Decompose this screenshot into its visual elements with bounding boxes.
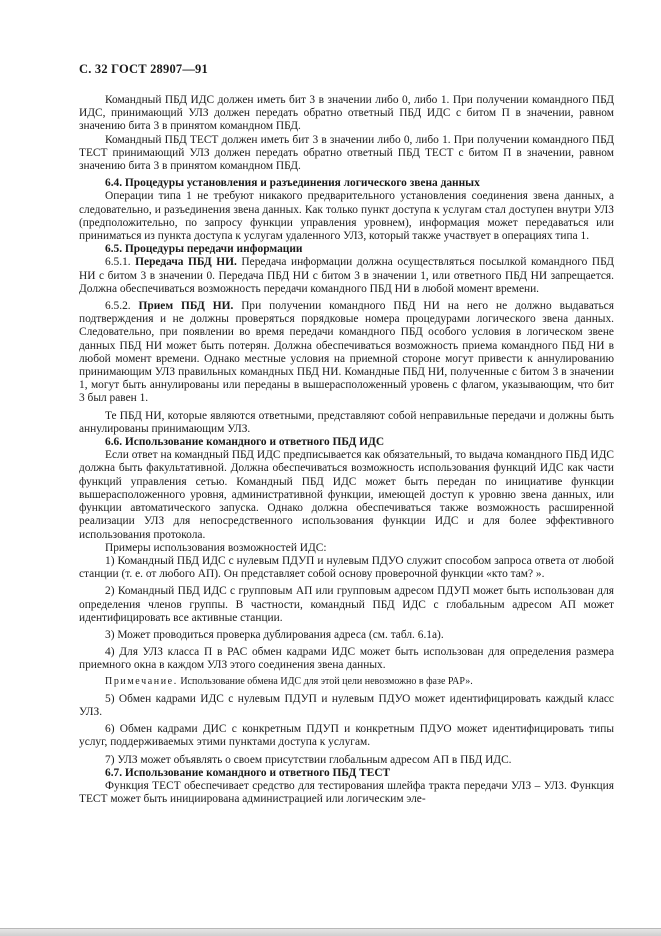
list-item: 3) Может проводиться проверка дублирования адреса (см. табл. 6.1а). (105, 628, 444, 641)
paragraph: Примеры использования возможностей ИДС: (105, 541, 327, 554)
section-heading-6-5: 6.5. Процедуры передачи информации (105, 243, 303, 256)
paragraph: Операции типа 1 не требуют никакого предварительного установления соединения звена данных, а следовательно, и разъединения звена данных. Как только пункт доступа к услугам стал доступен внутри УЛЗ (предположительно, по запросу функции управления уровнем), информация может передаваться или приниматься из пункта доступа к услугам удаленного УЛЗ, который также участвует в операциях типа 1. (79, 190, 614, 243)
clause-title: Прием ПБД НИ. (138, 300, 234, 313)
section-heading-6-4: 6.4. Процедуры установления и разъединения логического звена данных (105, 177, 480, 190)
clause-text: Передача информации должна осуществляться посылкой командного ПБД НИ с битом 3 в значении 0. Передача ПБД НИ с битом 3 в значении 1, или ответного ПБД НИ запрещается. Должна обеспечиваться возможность передачи командного ПБД НИ в любой момент времени. (79, 256, 614, 295)
list-item: 6) Обмен кадрами ДИС с конкретным ПДУП и конкретным ПДУО может идентифицировать типы услуг, поддерживаемых этими пунктами доступа к услугам. (79, 723, 614, 749)
note-label: Примечание. (105, 675, 178, 687)
note-text: Использование обмена ИДС для этой цели невозможно в фазе РАР». (180, 675, 473, 687)
paragraph: Те ПБД НИ, которые являются ответными, представляют собой неправильные передачи и должны быть аннулированы принимающим УЛЗ. (79, 409, 614, 435)
section-heading-6-7: 6.7. Использование командного и ответного ПБД ТЕСТ (105, 766, 391, 779)
list-item: 1) Командный ПБД ИДС с нулевым ПДУП и нулевым ПДУО служит способом запроса ответа от любой станции (т. е. от любого АП). Он представляет собой основу проверочной функции «кто там? ». (79, 554, 614, 581)
list-item: 7) УЛЗ может объявлять о своем присутствии глобальным адресом АП в ПБД ИДС. (105, 753, 512, 766)
document-body (79, 94, 614, 806)
paragraph: Если ответ на командный ПБД ИДС предписывается как обязательный, то выдача командного ПБД ИДС должна быть факультативной. Должна обеспечиваться возможность использования функций ИДС как части функций управления сетью. Командный ПБД ИДС может быть передан по инициативе функции вышерасположенного уровня, административной функции, имеющей доступ к уровню звена данных, или функции автоматического запуска. Однако должна обеспечиваться также возможность расширенной реализации УЛЗ для непосредственного использования функции ИДС и для более эффективного использования протокола. (79, 449, 614, 541)
section-heading-6-6: 6.6. Использование командного и ответного ПБД ИДС (105, 436, 385, 449)
list-item: 2) Командный ПБД ИДС с групповым АП или групповым адресом ПДУП может быть использован для определения членов группы. В частности, командный ПБД ИДС с глобальным адресом АП может идентифицировать все активные станции. (79, 585, 614, 624)
list-item: 4) Для УЛЗ класса П в РАС обмен кадрами ИДС может быть использован для определения размера приемного окна в каждом УЛЗ этого соединения звена данных. (79, 646, 614, 672)
note (79, 675, 614, 688)
paragraph-6-5-2 (79, 300, 614, 406)
page-bottom-edge (0, 928, 661, 936)
list-item: 5) Обмен кадрами ИДС с нулевым ПДУП и нулевым ПДУО может идентифицировать каждый класс УЛЗ. (79, 692, 614, 718)
paragraph: Командный ПБД ИДС должен иметь бит 3 в значении либо 0, либо 1. При получении командного ПБД ИДС, принимающий УЛЗ должен передать обратно ответный ПБД ИДС с битом П в значении, равном значению бита 3 в принятом командном ПБД. (79, 94, 614, 133)
clause-title: Передача ПБД НИ. (135, 256, 237, 269)
clause-number: 6.5.2. (105, 300, 131, 313)
clause-number: 6.5.1. (105, 256, 131, 269)
paragraph: Функция ТЕСТ обеспечивает средство для тестирования шлейфа тракта передачи УЛЗ – УЛЗ. Функция ТЕСТ может быть инициирована администрацией или логическим эле- (79, 779, 614, 806)
paragraph: Командный ПБД ТЕСТ должен иметь бит 3 в значении либо 0, либо 1. При получении командного ПБД ТЕСТ принимающий УЛЗ должен передать обратно ответный ПБД ТЕСТ с битом П в значении, равном значению бита 3 в принятом командном ПБД. (79, 133, 614, 173)
page-header: С. 32 ГОСТ 28907—91 (79, 62, 208, 76)
clause-text: При получении командного ПБД НИ на него не должно выдаваться подтверждения и не должны проверяться порядковые номера процедурами логического звена данных. Следовательно, при появлении во время передачи командного ПБД особого условия в логическом звене данных ПБД НИ может быть потерян. Должна обеспечиваться возможность приема командного ПБД НИ в любой момент времени. Однако местные условия на приемной стороне могут привести к аннулированию принимающим УЛЗ правильных командных ПБД НИ. Командные ПБД НИ, полученные с битом 3 в значении 1, могут быть аннулированы или переданы в вышерасположенный уровень с флагом, указывающим, что бит 3 был равен 1. (79, 300, 614, 405)
paragraph-6-5-1 (79, 256, 614, 296)
